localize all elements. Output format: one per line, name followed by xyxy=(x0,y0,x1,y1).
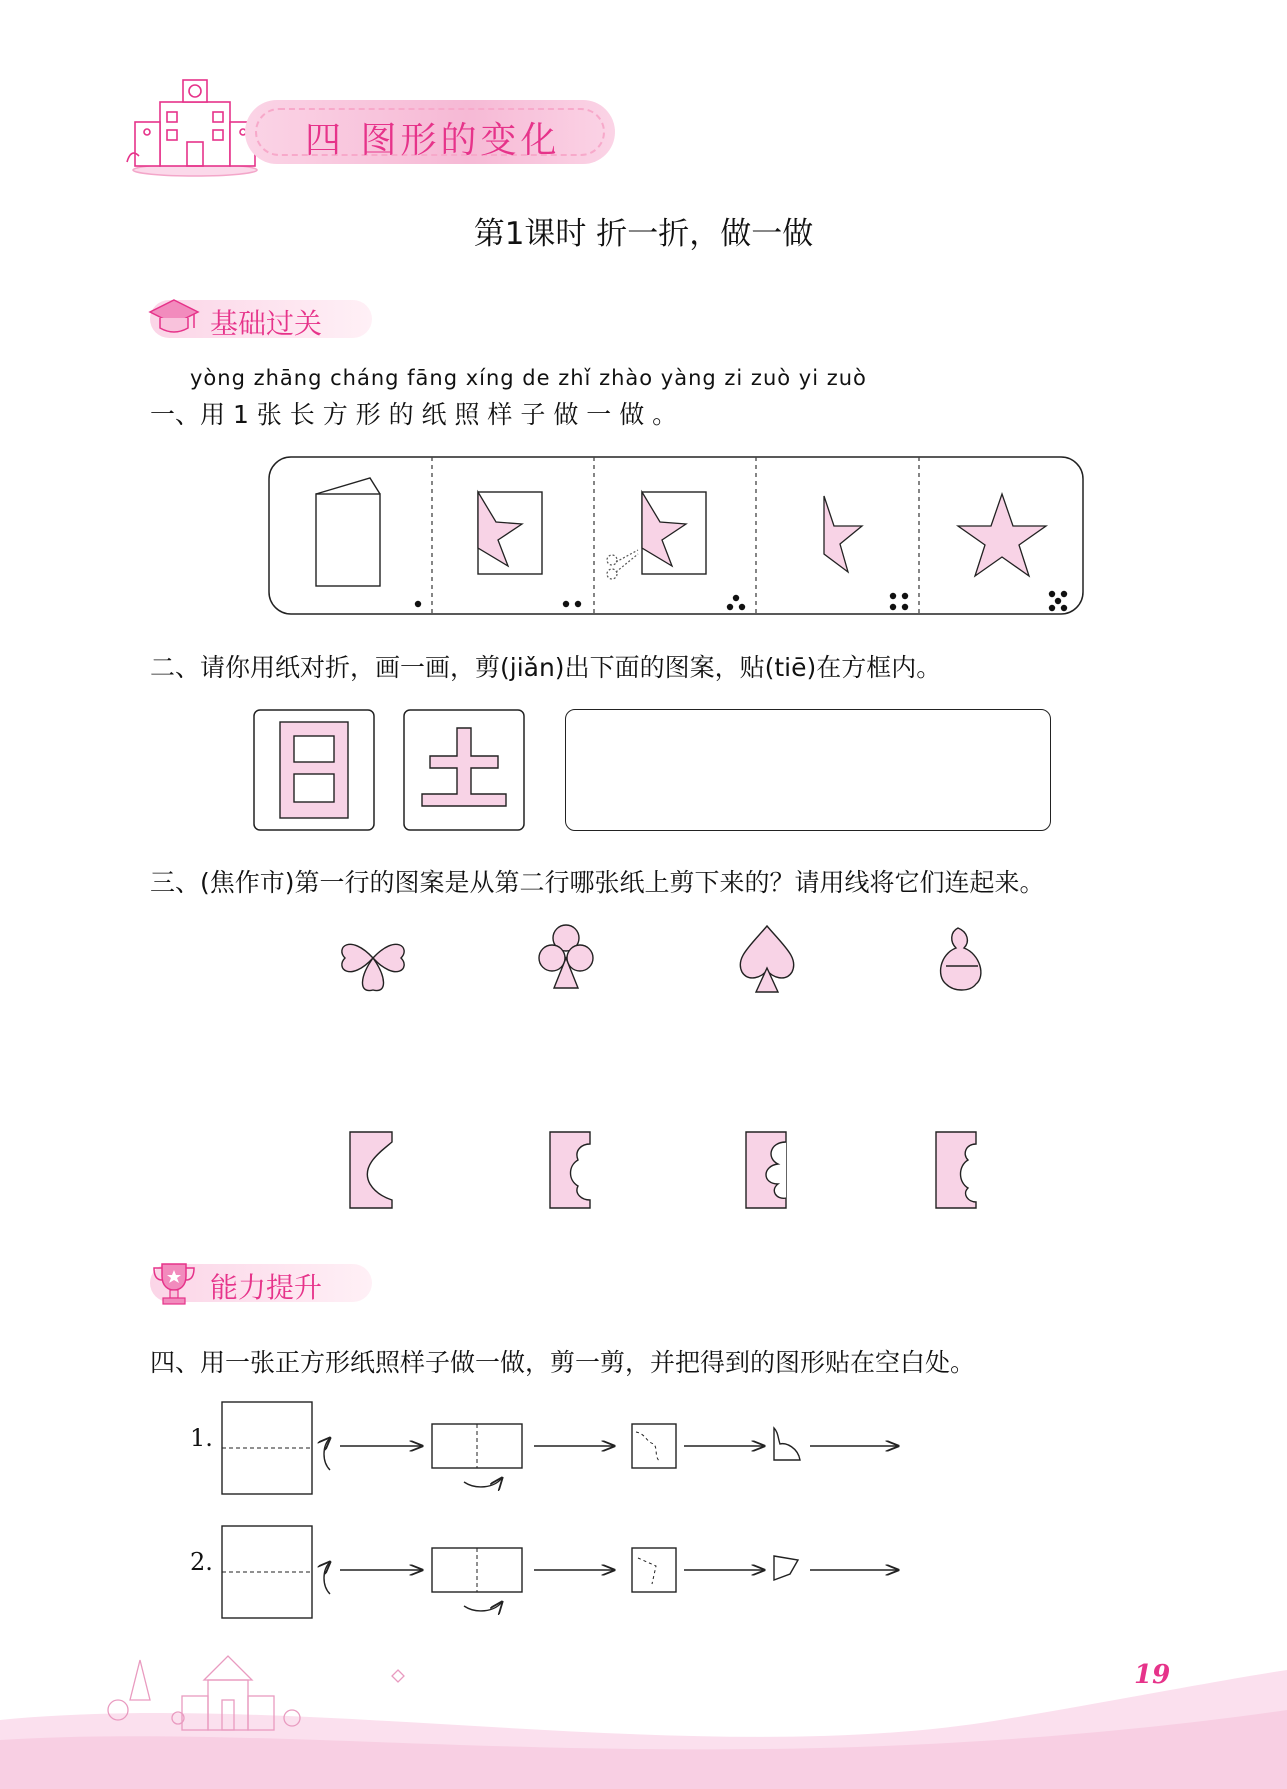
q4-row1-steps xyxy=(218,1398,908,1502)
q1-pinyin: yòng zhāng cháng fāng xíng de zhǐ zhào yàng zi zuò yi zuò xyxy=(190,366,867,390)
school-building-icon xyxy=(125,72,265,178)
q2-pattern-ri xyxy=(252,708,376,832)
q2-text: 二、请你用纸对折，画一画，剪(jiǎn)出下面的图案，贴(tiē)在方框内。 xyxy=(150,653,942,682)
q4-row2-label: 2. xyxy=(190,1548,213,1576)
q1-fold-steps-panel xyxy=(268,454,1086,618)
paper-option-4 xyxy=(936,1132,976,1208)
paper-option-3 xyxy=(746,1132,786,1208)
q2-paste-box[interactable] xyxy=(565,709,1051,831)
q4-text: 四、用一张正方形纸照样子做一做，剪一剪，并把得到的图形贴在空白处。 xyxy=(150,1348,976,1377)
q4-row1-label: 1. xyxy=(190,1424,213,1452)
spade-shape xyxy=(740,926,794,992)
q2-pattern-tu xyxy=(402,708,526,832)
three-heart-clover-shape xyxy=(342,944,404,990)
section-label-advanced: 能力提升 xyxy=(210,1271,323,1304)
paper-option-2 xyxy=(550,1132,590,1208)
page-number: 19 xyxy=(1134,1660,1171,1690)
lesson-title: 第1课时 折一折，做一做 xyxy=(473,216,814,252)
q1-text: 一、用 1 张 长 方 形 的 纸 照 样 子 做 一 做 。 xyxy=(150,400,678,429)
footer-wave xyxy=(0,1600,1287,1789)
paper-option-1 xyxy=(350,1132,392,1208)
section-label-basic: 基础过关 xyxy=(210,307,323,340)
chapter-title: 四 图形的变化 xyxy=(305,120,561,161)
gourd-shape xyxy=(941,928,981,990)
q3-text: 三、(焦作市)第一行的图案是从第二行哪张纸上剪下来的？请用线将它们连起来。 xyxy=(150,868,1045,897)
q3-papers-row2 xyxy=(340,1128,1000,1212)
club-shape xyxy=(539,925,593,988)
q3-shapes-row1 xyxy=(330,918,1000,998)
trophy-icon xyxy=(150,1258,198,1308)
graduation-cap-icon xyxy=(148,296,200,340)
